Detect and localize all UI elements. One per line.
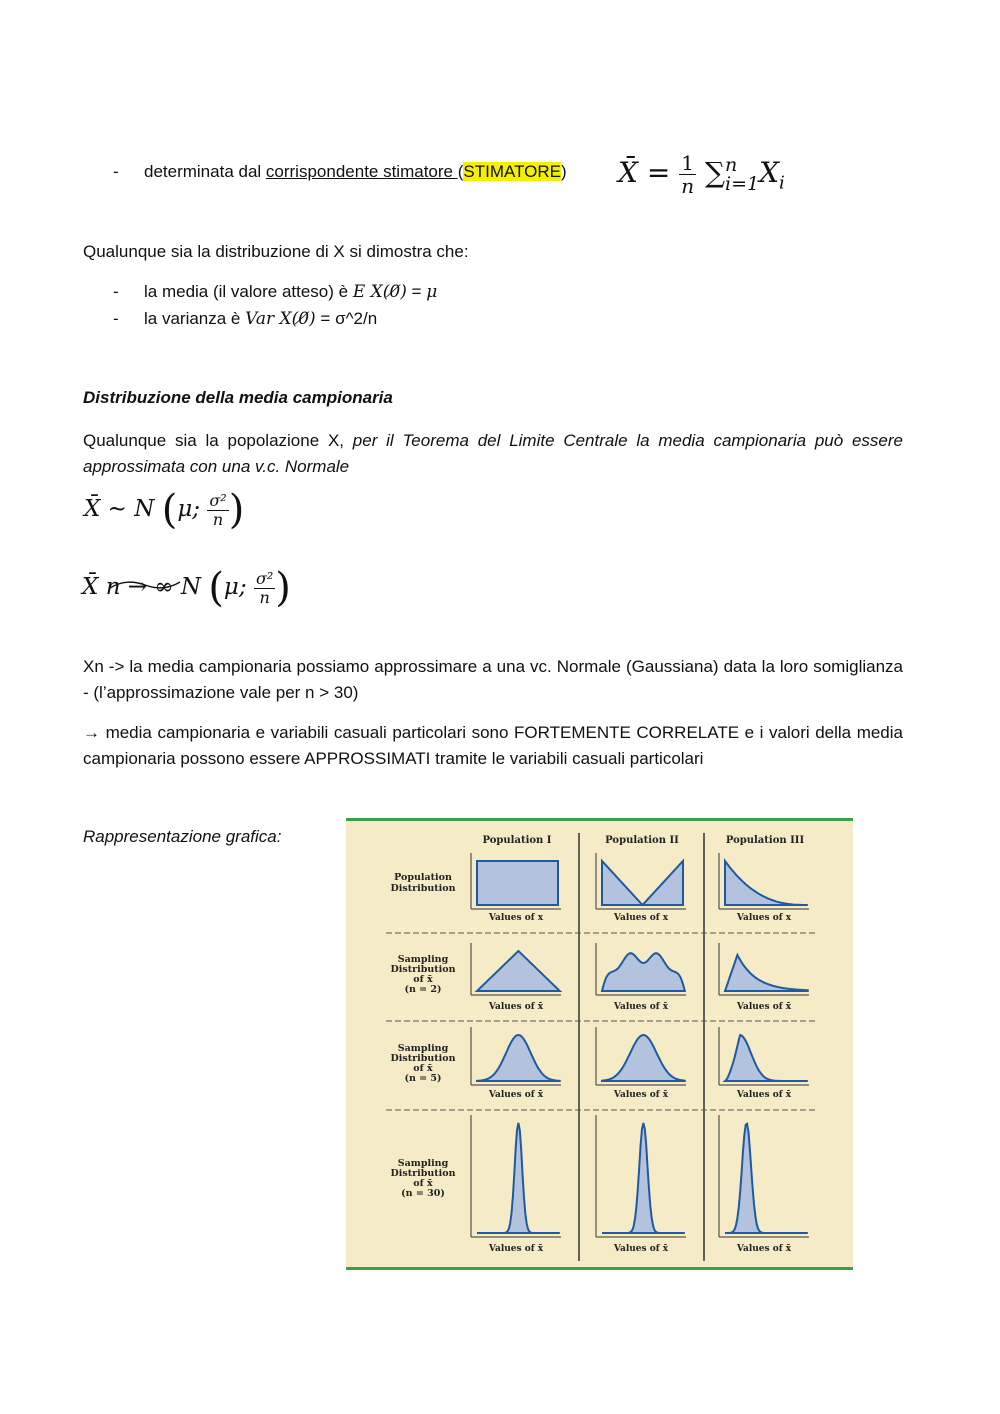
row-label-line: Distribution xyxy=(390,1053,456,1064)
formula2-fraction xyxy=(254,570,275,606)
formula-den: n xyxy=(681,174,695,198)
axis-label: Values of x xyxy=(488,913,544,923)
row-label-line: Sampling xyxy=(397,1158,449,1169)
formula2-rhs: N xyxy=(180,574,201,600)
formula1-den: n xyxy=(212,509,224,529)
bullet-math: E X(0̸) xyxy=(352,282,407,302)
clt-normal-text: Qualunque sia la popolazione X, xyxy=(83,431,353,450)
formula2-den: n xyxy=(259,587,270,607)
row-label-line: of x̄ xyxy=(413,1063,433,1074)
formula-sum: ∑ xyxy=(705,156,726,189)
formula1-mu: μ; xyxy=(177,496,201,522)
formula-num: 1 xyxy=(679,152,696,175)
distribution-curve xyxy=(477,1123,560,1233)
formula-fraction xyxy=(679,152,696,197)
axis-label: Values of x̄ xyxy=(736,1244,792,1254)
bullet-text: la varianza è xyxy=(144,309,246,328)
distribution-curve xyxy=(477,951,560,991)
formula2-lhs: X̄ xyxy=(82,574,99,600)
clt-italic-text: per il Teorema del Limite Centrale la media campionaria può essere approssimata con una v.c. Normale xyxy=(83,431,903,476)
formula1-num: σ² xyxy=(209,490,227,510)
bullet-content xyxy=(144,282,437,302)
row-label-line: Distribution xyxy=(390,964,456,975)
row-label-line: Sampling xyxy=(397,954,449,965)
normal-approx-formula xyxy=(84,487,245,533)
approximation-paragraph: Xn -> la media campionaria possiamo approssimare a una vc. Normale (Gaussiana) data la loro somiglianza - (l’approssimazione vale per n > 30) xyxy=(83,657,903,702)
distribution-curve xyxy=(602,1035,685,1081)
row-label-1 xyxy=(391,872,456,894)
column-header-1: Population I xyxy=(482,835,552,846)
formula-term-sub: i xyxy=(779,172,785,194)
formula-sub: i=1 xyxy=(725,172,760,195)
bullet-dash: - xyxy=(113,162,119,181)
formula-term: X xyxy=(759,156,780,189)
formula1-fraction xyxy=(207,492,228,528)
row-label-line: (n = 5) xyxy=(404,1073,442,1084)
distribution-curve xyxy=(477,861,558,905)
clt-paragraph xyxy=(83,428,903,480)
stimatore-highlight: STIMATORE xyxy=(463,162,562,181)
axis-label: Values of x̄ xyxy=(736,1002,792,1012)
estimator-prefix: determinata dal xyxy=(144,162,266,181)
column-header-2: Population II xyxy=(605,835,679,846)
distribution-curve xyxy=(602,861,683,905)
bullet-tail: = σ^2/n xyxy=(315,309,378,328)
axis-label: Values of x̄ xyxy=(613,1002,669,1012)
row-label-line: (n = 30) xyxy=(401,1188,445,1199)
axis-label: Values of x̄ xyxy=(613,1090,669,1100)
column-header-3: Population III xyxy=(725,835,805,846)
axis-label: Values of x̄ xyxy=(488,1244,544,1254)
row-label-3 xyxy=(391,1043,456,1084)
row-label-line: Distribution xyxy=(390,1168,456,1179)
distribution-curve xyxy=(477,1035,560,1081)
clt-figure-svg xyxy=(346,821,853,1267)
row-label-line: (n = 2) xyxy=(404,984,442,995)
axis-label: Values of x̄ xyxy=(488,1002,544,1012)
tilde-overbrace-icon xyxy=(108,580,182,590)
bullet-math2: μ xyxy=(426,282,438,302)
distribution-curve xyxy=(725,861,808,905)
bullet-tail: = xyxy=(406,282,427,301)
formula1-lhs: X̄ ∼ N xyxy=(84,496,155,522)
formula2-arrow-text: n → ∞ xyxy=(105,574,174,600)
row-label-line: Sampling xyxy=(397,1043,449,1054)
distribution-curve xyxy=(725,1035,808,1081)
axis-label: Values of x xyxy=(613,913,669,923)
formula2-num: σ² xyxy=(255,568,274,588)
sample-mean-formula xyxy=(618,152,785,197)
formula-sup: n xyxy=(725,154,738,177)
estimator-line xyxy=(0,151,1000,200)
axis-label: Values of x̄ xyxy=(613,1244,669,1254)
bullet-dash: - xyxy=(113,309,119,328)
formula-lhs: X̄ xyxy=(618,156,638,189)
paren-close: ) xyxy=(561,162,567,181)
formula2-mu: μ; xyxy=(223,574,247,600)
row-label-line: of x̄ xyxy=(413,974,433,985)
formula2-paren-open: ( xyxy=(208,565,224,611)
intro-paragraph: Qualunque sia la distribuzione di X si dimostra che: xyxy=(83,242,469,261)
formula2-paren-close: ) xyxy=(275,565,291,611)
estimator-text xyxy=(144,162,567,182)
formula-eq: = xyxy=(646,156,671,189)
distribution-plots xyxy=(471,853,809,1254)
clt-figure xyxy=(346,818,853,1270)
distribution-curve xyxy=(725,1124,808,1233)
row-label-2 xyxy=(391,954,456,995)
distribution-curve xyxy=(602,1123,685,1233)
paren-open: ( xyxy=(457,162,464,181)
estimator-underlined: corrispondente stimatore xyxy=(265,162,458,181)
distribution-curve xyxy=(602,953,685,991)
formula2-arrow xyxy=(106,574,174,600)
correlation-paragraph: → media campionaria e variabili casuali particolari sono FORTEMENTE CORRELATE e i valori della media campionaria possono essere APPROSSIMATI tramite le variabili casuali particolari xyxy=(83,723,903,768)
row-label-line: Distribution xyxy=(390,883,456,894)
axis-label: Values of x xyxy=(736,913,792,923)
distribution-curve xyxy=(725,955,808,991)
figure-caption: Rappresentazione grafica: xyxy=(83,827,282,846)
formula1-paren-open: ( xyxy=(161,487,178,533)
bullet-content xyxy=(144,309,377,329)
formula1-paren-close: ) xyxy=(228,487,245,533)
row-label-4 xyxy=(391,1158,456,1199)
axis-label: Values of x̄ xyxy=(488,1090,544,1100)
section-heading: Distribuzione della media campionaria xyxy=(83,388,393,407)
row-label-line: Population xyxy=(394,872,452,883)
bullet-math: Var X(0̸) xyxy=(245,309,316,329)
bullet-text: la media (il valore atteso) è xyxy=(144,282,353,301)
formula-limits xyxy=(725,154,760,195)
row-label-line: of x̄ xyxy=(413,1178,433,1189)
bullet-dash: - xyxy=(113,282,119,301)
limit-formula xyxy=(82,565,291,611)
axis-label: Values of x̄ xyxy=(736,1090,792,1100)
